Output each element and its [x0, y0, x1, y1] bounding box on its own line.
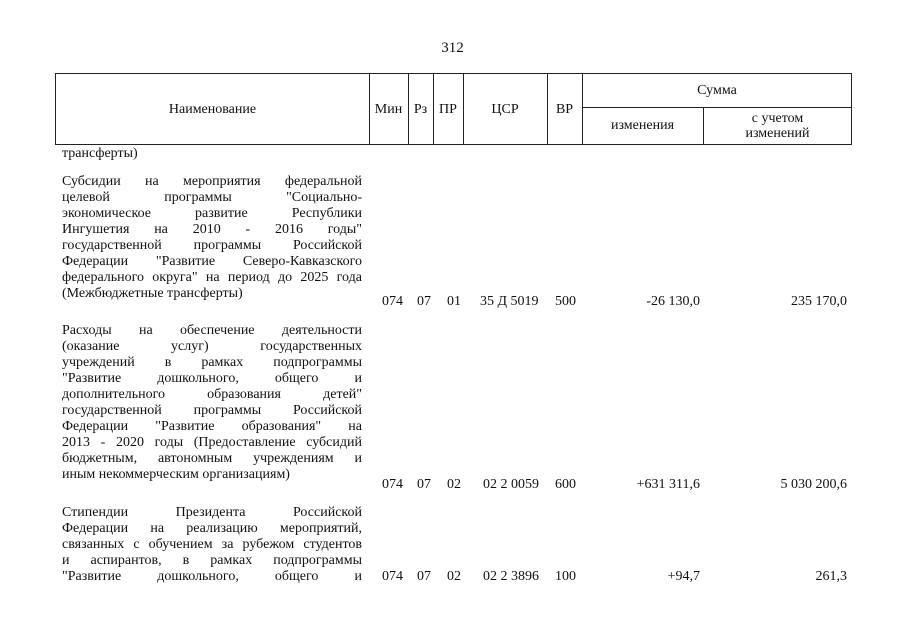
row-change: +94,7 — [667, 569, 700, 584]
row-description — [62, 505, 362, 585]
row-rz: 07 — [417, 477, 431, 492]
row-description-line: иным некоммерческим организациям) — [62, 467, 290, 482]
row-description-line: экономическое развитие Республики — [62, 206, 362, 221]
row-pr: 02 — [447, 477, 461, 492]
row-description — [62, 174, 362, 302]
row-description-line: связанных с обучением за рубежом студентов — [62, 537, 362, 552]
row-rz: 07 — [417, 294, 431, 309]
header-with-changes-line1: с учетом — [751, 110, 804, 126]
row-csr: 02 2 3896 — [483, 569, 539, 584]
row-description-line: Расходы на обеспечение деятельности — [62, 323, 362, 338]
row-rz: 07 — [417, 569, 431, 584]
row-description-line: государственной программы Российской — [62, 238, 362, 253]
row-vr: 600 — [555, 477, 576, 492]
row-description-line: учреждений в рамках подпрограммы — [62, 355, 362, 370]
row-description-line: Стипендии Президента Российской — [62, 505, 362, 520]
header-pr: ПР — [439, 101, 457, 117]
row-vr: 500 — [555, 294, 576, 309]
row-description-line: Ингушетия на 2010 - 2016 годы" — [62, 222, 362, 237]
row-description-line: Субсидии на мероприятия федеральной — [62, 174, 362, 189]
row-description-line: "Развитие дошкольного, общего и — [62, 569, 362, 584]
row-pr: 01 — [447, 294, 461, 309]
row-csr: 02 2 0059 — [483, 477, 539, 492]
row-description-line: Федерации "Развитие образования" на — [62, 419, 362, 434]
row-min: 074 — [382, 569, 403, 584]
row-description — [62, 323, 362, 483]
row-description-line: федерального округа" на период до 2025 года — [62, 270, 362, 285]
header-sum: Сумма — [697, 83, 737, 98]
header-rz: Рз — [413, 101, 428, 117]
row-description-line: трансферты) — [62, 146, 138, 161]
row-description-line: 2013 - 2020 годы (Предоставление субсидий — [62, 435, 362, 450]
header-vr: ВР — [555, 101, 574, 117]
row-description-line: (оказание услуг) государственных — [62, 339, 362, 354]
row-min: 074 — [382, 477, 403, 492]
row-description-line: бюджетным, автономным учреждениям и — [62, 451, 362, 466]
header-min: Мин — [374, 101, 403, 117]
row-change: -26 130,0 — [646, 294, 700, 309]
header-name: Наименование — [168, 101, 257, 117]
row-description-line: (Межбюджетные трансферты) — [62, 286, 243, 301]
header-csr: ЦСР — [491, 101, 519, 117]
row-description-line: дополнительного образования детей" — [62, 387, 362, 402]
header-with-changes — [703, 107, 852, 144]
row-description-line: Федерации "Развитие Северо-Кавказского — [62, 254, 362, 269]
row-vr: 100 — [555, 569, 576, 584]
row-min: 074 — [382, 294, 403, 309]
row-description-line: целевой программы "Социально- — [62, 190, 362, 205]
row-description-line: и аспирантов, в рамках подпрограммы — [62, 553, 362, 568]
row-total: 235 170,0 — [791, 294, 847, 309]
row-csr: 35 Д 5019 — [480, 294, 539, 309]
row-change: +631 311,6 — [636, 477, 700, 492]
row-description-line: государственной программы Российской — [62, 403, 362, 418]
header-changes: изменения — [610, 118, 675, 133]
row-total: 261,3 — [815, 569, 847, 584]
row-description — [62, 146, 362, 162]
table-header — [55, 73, 852, 145]
row-total: 5 030 200,6 — [780, 477, 847, 492]
row-description-line: Федерации на реализацию мероприятий, — [62, 521, 362, 536]
row-description-line: "Развитие дошкольного, общего и — [62, 371, 362, 386]
row-pr: 02 — [447, 569, 461, 584]
page-number: 312 — [441, 40, 464, 56]
header-with-changes-line2: изменений — [745, 125, 810, 141]
